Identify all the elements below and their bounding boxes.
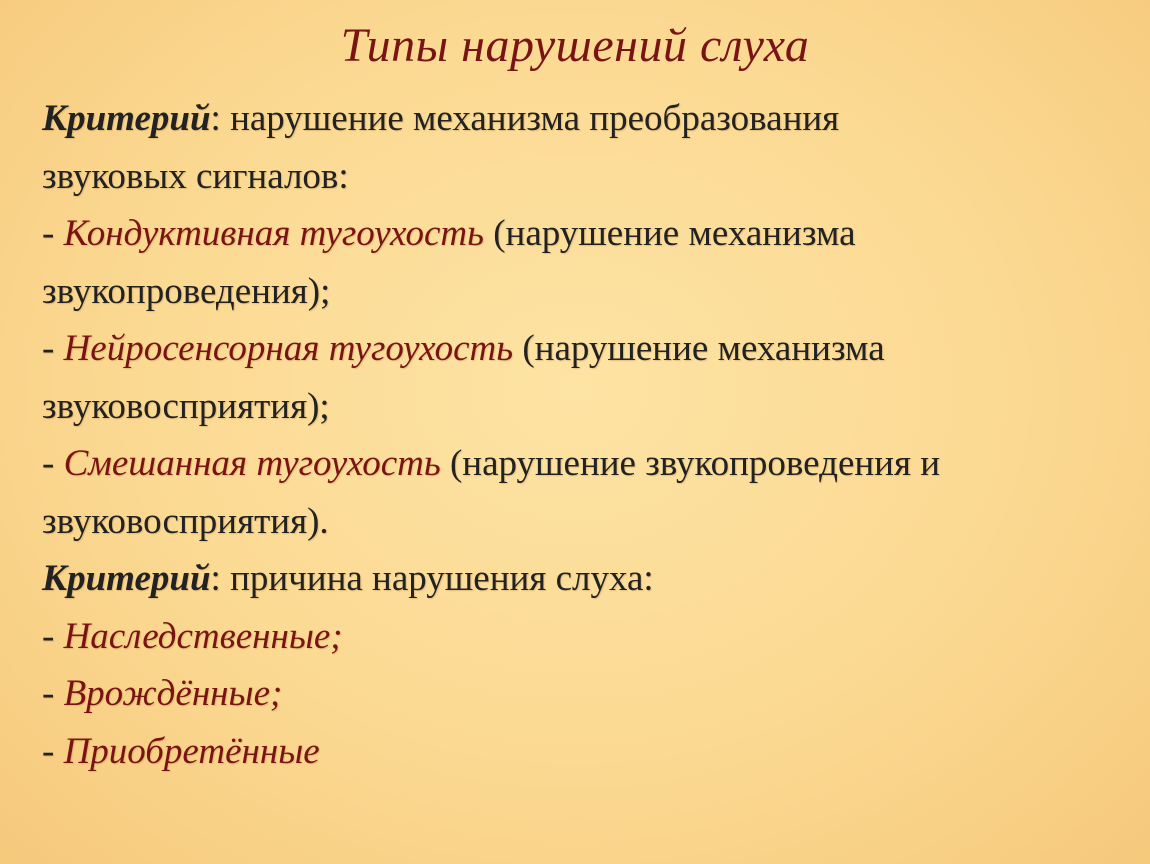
- list-item-sensorineural: [42, 320, 1132, 378]
- line-text: : нарушение механизма преобразования: [210, 98, 840, 139]
- criterion-label: Критерий: [42, 558, 211, 599]
- line-text: звуковосприятия);: [42, 385, 330, 427]
- line-text: : причина нарушения слуха:: [210, 558, 654, 599]
- list-dash: -: [42, 615, 64, 657]
- term-acquired: Приобретённые: [63, 730, 320, 772]
- line-text: звукопроведения);: [42, 270, 331, 312]
- slide-body: [42, 90, 1132, 780]
- list-item-hereditary: [42, 608, 1132, 666]
- text-line: [42, 263, 1132, 321]
- list-item-congenital: [42, 665, 1132, 723]
- term-conductive: Кондуктивная тугоухость: [63, 213, 484, 254]
- line-text: (нарушение механизма: [513, 328, 885, 369]
- line-text: звуковых сигналов:: [42, 155, 349, 197]
- list-dash: -: [42, 213, 64, 254]
- term-sensorineural: Нейросенсорная тугоухость: [63, 328, 514, 369]
- criterion-line: [42, 550, 1132, 608]
- list-dash: -: [42, 730, 64, 772]
- list-item-conductive: [42, 205, 1132, 263]
- list-item-acquired: [42, 723, 1132, 781]
- list-item-mixed: [42, 435, 1132, 493]
- line-text: звуковосприятия).: [42, 500, 329, 542]
- text-line: [42, 493, 1132, 551]
- criterion-line: [42, 90, 1132, 148]
- term-hereditary: Наследственные;: [63, 615, 343, 657]
- text-line: [42, 378, 1132, 436]
- criterion-label: Критерий: [42, 98, 211, 139]
- list-dash: -: [42, 328, 64, 369]
- list-dash: -: [42, 443, 64, 484]
- term-congenital: Врождённые;: [63, 673, 283, 714]
- line-text: (нарушение звукопроведения и: [440, 443, 941, 484]
- list-dash: -: [42, 673, 64, 714]
- term-mixed: Смешанная тугоухость: [63, 443, 441, 484]
- line-text: (нарушение механизма: [483, 213, 856, 254]
- slide-title: Типы нарушений слуха: [340, 19, 810, 72]
- text-line: [42, 148, 1132, 206]
